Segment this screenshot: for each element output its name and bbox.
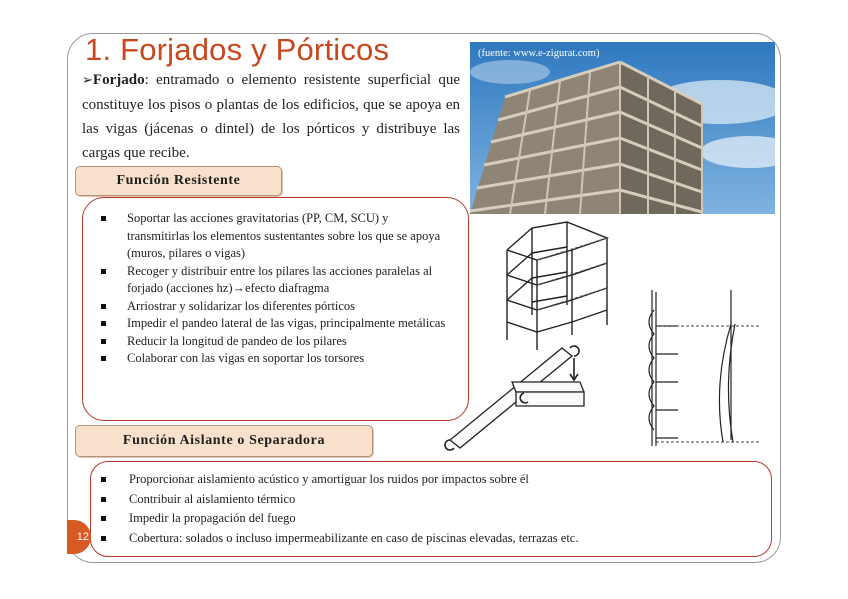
resistente-list: [99, 210, 451, 368]
page-title: 1. Forjados y Pórticos: [85, 32, 390, 67]
photo-credit: (fuente: www.e-zigurat.com): [478, 48, 600, 59]
section-heading-aislante: Función Aislante o Separadora: [75, 425, 373, 457]
square-bullet-icon: [101, 304, 106, 309]
list-item: Reducir la longitud de pandeo de los pilares: [99, 333, 451, 351]
list-item: Recoger y distribuir entre los pilares las acciones paralelas al forjado (acciones hz)→efecto diafragma: [99, 263, 451, 298]
aislante-box: [90, 461, 772, 557]
arrow-bullet-icon: ➢: [82, 73, 93, 88]
list-item: Arriostrar y solidarizar los diferentes pórticos: [99, 298, 451, 316]
intro-term: Forjado: [92, 72, 145, 88]
square-bullet-icon: [101, 477, 106, 482]
square-bullet-icon: [101, 536, 106, 541]
building-structure-image: [470, 42, 775, 214]
square-bullet-icon: [101, 216, 106, 221]
beam-torsion-diagram: [442, 336, 602, 456]
square-bullet-icon: [101, 497, 106, 502]
list-item: Proporcionar aislamiento acústico y amortiguar los ruidos por impactos sobre él: [99, 470, 759, 490]
column-buckling-diagram: [636, 290, 776, 450]
building-photo: [470, 42, 775, 214]
intro-definition: : entramado o elemento resistente superficial que constituye los pisos o plantas de los edificios, que se apoya en las vigas (jácenas o dintel) de los pórticos y distribuye las cargas que recibe.: [82, 72, 460, 161]
intro-paragraph: [82, 68, 460, 165]
list-item: Impedir la propagación del fuego: [99, 509, 759, 529]
page-number-badge: 12: [67, 520, 91, 554]
aislante-list: [99, 470, 759, 548]
list-item: Soportar las acciones gravitatorias (PP, CM, SCU) y transmitirlas los elementos sustentantes sobre los que se apoya (muros, pilares o vigas): [99, 210, 451, 263]
resistente-box: [82, 197, 469, 421]
list-item: Cobertura: solados o incluso impermeabilizante en caso de piscinas elevadas, terrazas etc.: [99, 529, 759, 549]
square-bullet-icon: [101, 516, 106, 521]
list-item: Contribuir al aislamiento térmico: [99, 490, 759, 510]
list-item: Colaborar con las vigas en soportar los torsores: [99, 350, 451, 368]
square-bullet-icon: [101, 269, 106, 274]
square-bullet-icon: [101, 356, 106, 361]
list-item: Impedir el pandeo lateral de las vigas, principalmente metálicas: [99, 315, 451, 333]
square-bullet-icon: [101, 321, 106, 326]
square-bullet-icon: [101, 339, 106, 344]
section-heading-resistente: Función Resistente: [75, 166, 282, 196]
